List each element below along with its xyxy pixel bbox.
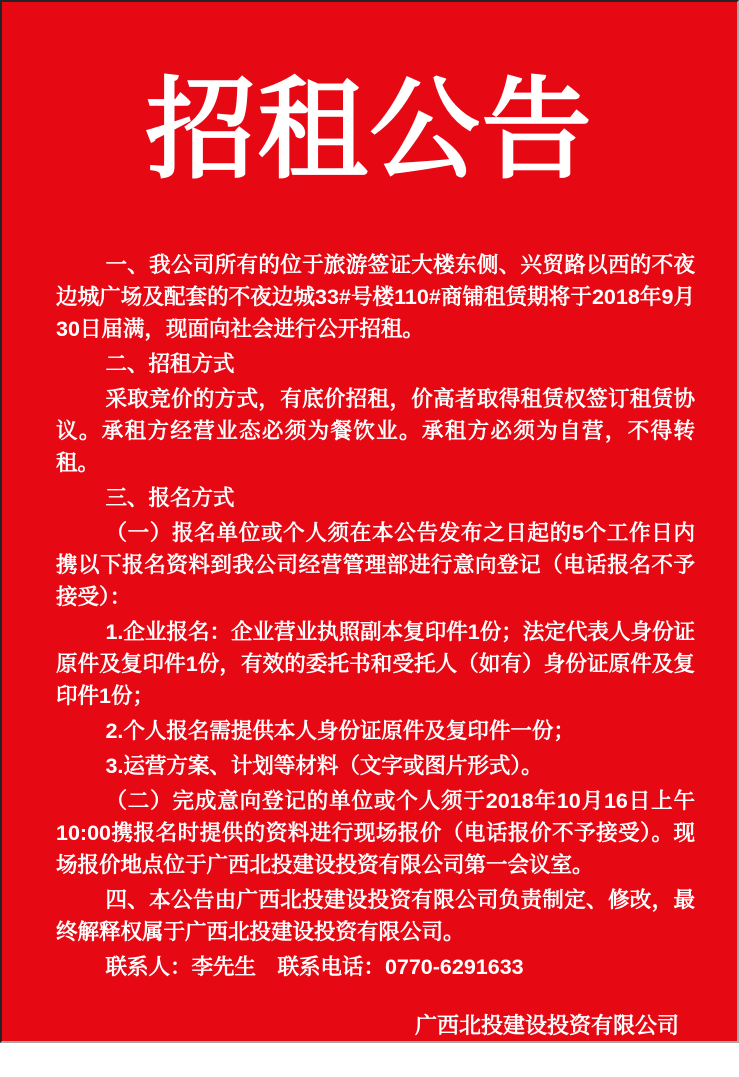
heading-section-3: 三、报名方式 [105, 486, 235, 510]
heading-section-2: 二、招租方式 [105, 352, 235, 376]
para-registration: （一）报名单位或个人须在本公告发布之日起的5个工作日内携以下报名资料到我公司经营管理部进行意向登记（电话报名不予接受）： [56, 521, 695, 609]
announcement-body [2, 249, 737, 983]
signature-block [2, 1009, 737, 1077]
signature-date: 2018年9月30日 [471, 1047, 623, 1072]
para-item-2-personal: 2.个人报名需提供本人身份证原件及复印件一份； [105, 719, 575, 743]
para-item-1-company: 1.企业报名：企业营业执照副本复印件1份；法定代表人身份证原件及复印件1份，有效的委托书和受托人（如有）身份证原件及复印件1份； [56, 620, 695, 708]
para-item-3-materials: 3.运营方案、计划等材料（文字或图片形式）。 [105, 754, 543, 778]
para-interpretation: 四、本公告由广西北投建设投资有限公司负责制定、修改，最终解释权属于广西北投建设投资有限公司。 [56, 888, 695, 944]
para-contact: 联系人：李先生 联系电话：0770-6291633 [105, 955, 524, 979]
para-rental-method: 采取竞价的方式，有底价招租，价高者取得租赁权签订租赁协议。承租方经营业态必须为餐饮业。承租方必须为自营，不得转租。 [56, 387, 695, 475]
poster-title: 招租公告 [145, 70, 594, 192]
para-intro: 一、我公司所有的位于旅游签证大楼东侧、兴贸路以西的不夜边城广场及配套的不夜边城33#号楼110#商铺租赁期将于2018年9月30日届满，现面向社会进行公开招租。 [56, 253, 695, 341]
signature-company: 广西北投建设投资有限公司 [414, 1013, 679, 1038]
para-onsite-bidding: （二）完成意向登记的单位或个人须于2018年10月16日上午10:00携报名时提供的资料进行现场报价（电话报价不予接受）。现场报价地点位于广西北投建设投资有限公司第一会议室。 [56, 789, 695, 877]
